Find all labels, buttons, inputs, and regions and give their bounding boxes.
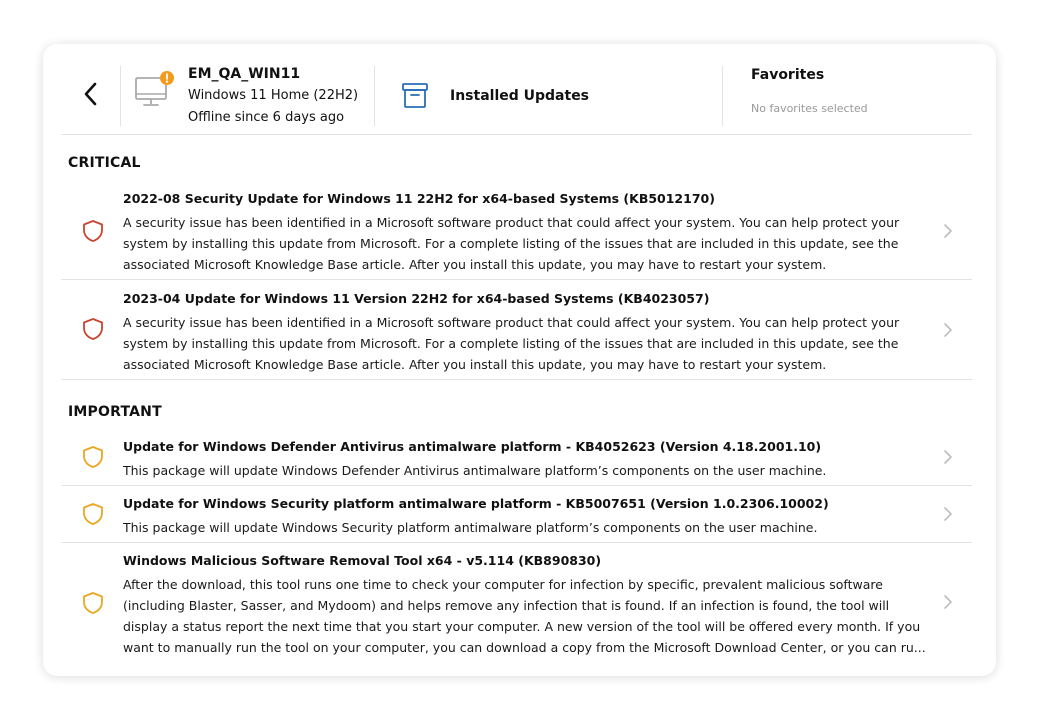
divider	[374, 66, 375, 126]
update-row[interactable]	[61, 496, 972, 543]
device-os: Windows 11 Home (22H2)	[188, 88, 359, 103]
chevron-right-icon[interactable]	[943, 322, 953, 338]
chevron-right-icon[interactable]	[943, 223, 953, 239]
shield-icon	[81, 445, 105, 469]
shield-icon	[81, 591, 105, 615]
update-description: After the download, this tool runs one time to check your computer for infection by specific, prevalent malicious software (including Blaster, Sasser, and Mydoom) and helps remove any infection that is found. If an infection is found, the tool will display a status report the next time that you start your computer. A new version of the tool will be offered every month. If you want to manually run the tool on your computer, you can download a copy from the Microsoft Download Center, or you can ru...	[123, 577, 926, 655]
update-title: 2023-04 Update for Windows 11 Version 22H2 for x64-based Systems (KB4023057)	[123, 291, 710, 306]
update-row[interactable]	[61, 191, 972, 280]
update-title: 2022-08 Security Update for Windows 11 22H2 for x64-based Systems (KB5012170)	[123, 191, 715, 206]
update-description: This package will update Windows Security platform antimalware platform’s components on the user machine.	[123, 520, 818, 535]
update-title: Update for Windows Security platform antimalware platform - KB5007651 (Version 1.0.2306.10002)	[123, 496, 829, 511]
chevron-right-icon[interactable]	[943, 449, 953, 465]
update-row[interactable]	[61, 553, 972, 659]
update-row[interactable]	[61, 291, 972, 380]
favorites-empty-text: No favorites selected	[751, 102, 868, 115]
computer-icon	[134, 70, 178, 110]
section-title-critical: CRITICAL	[68, 155, 141, 171]
shield-icon	[81, 317, 105, 341]
update-description: This package will update Windows Defender Antivirus antimalware platform’s components on the user machine.	[123, 463, 827, 478]
shield-icon	[81, 502, 105, 526]
header	[61, 44, 972, 135]
archive-box-icon	[401, 82, 429, 110]
back-arrow-icon[interactable]	[81, 80, 101, 108]
installed-updates-card	[43, 44, 996, 676]
update-description: A security issue has been identified in a Microsoft software product that could affect your system. You can help protect your system by installing this update from Microsoft. For a complete listing of the issues that are included in this update, see the associated Microsoft Knowledge Base article. After you install this update, you may have to restart your system.	[123, 215, 900, 272]
shield-icon	[81, 219, 105, 243]
section-title-important: IMPORTANT	[68, 404, 162, 420]
chevron-right-icon[interactable]	[943, 594, 953, 610]
chevron-right-icon[interactable]	[943, 506, 953, 522]
page-title: Installed Updates	[450, 88, 590, 104]
update-title: Update for Windows Defender Antivirus antimalware platform - KB4052623 (Version 4.18.2001.10)	[123, 439, 822, 454]
device-name: EM_QA_WIN11	[188, 66, 301, 82]
divider	[722, 66, 723, 126]
update-row[interactable]	[61, 439, 972, 486]
device-status: Offline since 6 days ago	[188, 110, 345, 125]
update-description: A security issue has been identified in a Microsoft software product that could affect your system. You can help protect your system by installing this update from Microsoft. For a complete listing of the issues that are included in this update, see the associated Microsoft Knowledge Base article. After you install this update, you may have to restart your system.	[123, 315, 900, 372]
divider	[120, 66, 121, 126]
favorites-title: Favorites	[751, 67, 825, 83]
update-title: Windows Malicious Software Removal Tool x64 - v5.114 (KB890830)	[123, 553, 602, 568]
